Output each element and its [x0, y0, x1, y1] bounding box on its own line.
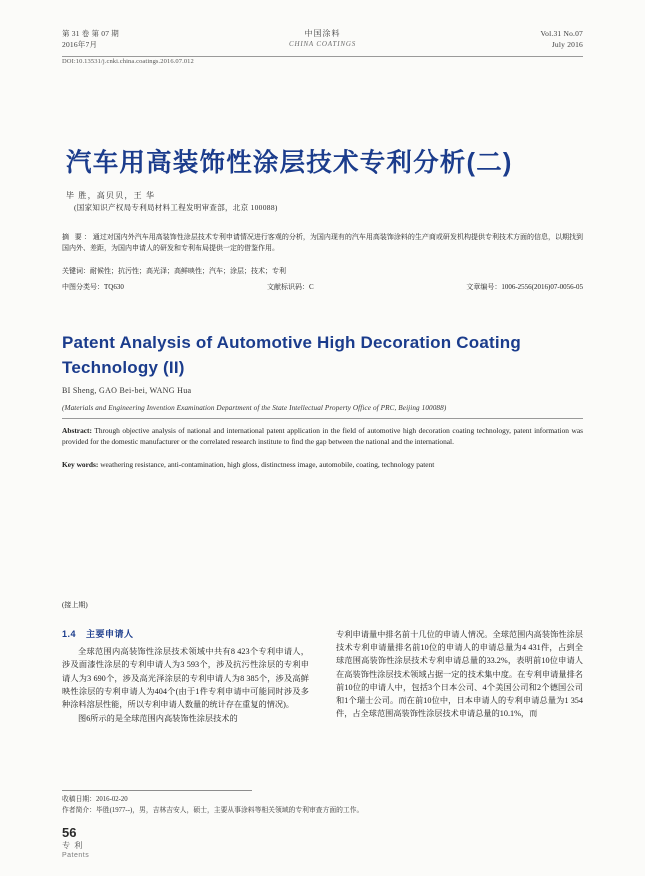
- abstract-divider: [62, 418, 583, 419]
- running-head-right: [541, 28, 583, 50]
- journal-name-cn: 中国涂料: [304, 29, 341, 38]
- doc-code-label: 文献标识码：: [267, 283, 309, 291]
- doc-code-value: C: [309, 283, 314, 291]
- article-id-value: 1006-2556(2016)07-0056-05: [501, 283, 583, 291]
- keywords-text-en: weathering resistance, anti-contamination, high gloss, distinctness image, automobile, coating, technology patent: [98, 460, 435, 469]
- continued-marker: (接上期): [62, 601, 88, 609]
- footnote-author-bio: 作者简介：毕胜(1977--)，男，吉林吉安人，硕士，主要从事涂料等相关领域的专利审查方面的工作。: [62, 807, 364, 814]
- abstract-en: [62, 426, 583, 448]
- body-columns: [62, 628, 583, 788]
- body-column-right: [336, 628, 583, 721]
- issue-date-en: July 2016: [551, 40, 583, 49]
- keywords-label-en: Key words:: [62, 460, 99, 469]
- footnotes: [62, 794, 583, 816]
- article-id-group: [466, 282, 583, 292]
- clc-value: TQ630: [104, 283, 124, 291]
- body-column-left: [62, 628, 309, 726]
- volume-issue-en: Vol.31 No.07: [540, 29, 583, 38]
- authors-en: BI Sheng, GAO Bei-bei, WANG Hua: [62, 386, 192, 395]
- page-number: 56: [62, 825, 77, 840]
- abstract-label-cn: 摘 要：: [62, 233, 93, 241]
- running-head-center: [289, 28, 356, 50]
- doi-line: DOI:10.13531/j.cnki.china.coatings.2016.07.012: [62, 58, 194, 65]
- folio-label-en: Patents: [62, 852, 90, 859]
- clc-label: 中图分类号：: [62, 283, 104, 291]
- page-title-en: Patent Analysis of Automotive High Decoration Coating Technology (II): [62, 333, 521, 377]
- authors-cn: 毕 胜，高贝贝，王 华: [66, 191, 156, 200]
- affiliation-en: (Materials and Engineering Invention Examination Department of the State Intellectual Property Office of PRC, Beijing 100088): [62, 404, 447, 412]
- paragraph: 专利申请量中排名前十几位的申请人情况。全球范围内高装饰性涂层技术专利申请量排名前10位的申请人的申请总量为4 431件，占到全球范围高装饰性涂层技术专利申请总量的33.2%，表明前10位申请人在高装饰性涂层技术领域占据一定的技术集中度。在专利申请量排名前10位的申请人中，包括3个日本公司、4个美国公司和2个德国公司和1个瑞士公司。而在前10位中，日本申请人的专利申请总量为1 354件，占全球范围高装饰性涂层技术申请总量的10.1%，而: [336, 630, 583, 719]
- keywords-text-cn: 耐候性；抗污性；高光泽；高鲜映性；汽车；涂层；技术；专利: [90, 267, 286, 275]
- header-divider: [62, 56, 583, 57]
- folio: [62, 826, 89, 860]
- keywords-en: [62, 460, 583, 471]
- paragraph: 图6所示的是全球范围内高装饰性涂层技术的: [78, 714, 238, 724]
- footnote-received-date: 收稿日期：2016-02-20: [62, 796, 128, 803]
- affiliation-cn: (国家知识产权局专利局材料工程发明审查部，北京 100088): [74, 203, 278, 212]
- clc-group: [62, 282, 124, 292]
- doc-code-group: [267, 282, 314, 292]
- section-heading: [62, 628, 309, 641]
- folio-label-cn: 专 利: [62, 841, 84, 850]
- page-title-cn: 汽车用高装饰性涂层技术专利分析(二): [66, 149, 513, 177]
- running-head-left: [62, 28, 119, 50]
- classification-line: [62, 282, 583, 294]
- abstract-label-en: Abstract:: [62, 426, 92, 435]
- keywords-label-cn: 关键词：: [62, 267, 90, 275]
- issue-date-cn: 2016年7月: [62, 40, 98, 49]
- abstract-text-cn: 通过对国内外汽车用高装饰性涂层技术专利申请情况进行客观的分析，为国内现有的汽车用高装饰涂料的生产商或研发机构提供专利技术方面的信息，以期找到国内外、差距，为国内申请人的研发和专利布局提供一定的借鉴作用。: [62, 233, 583, 252]
- journal-name-en: CHINA COATINGS: [288, 40, 357, 48]
- volume-issue: 第 31 卷 第 07 期: [62, 29, 119, 38]
- paragraph: 全球范围内高装饰性涂层技术领域中共有8 423个专利申请人，涉及面漆性涂层的专利申请人为3 593个，涉及抗污性涂层的专利申请人为3 690个，涉及高光泽涂层的专利申请人为8 385个，涉及高鲜映性涂层的专利申请人为404个(由于1件专利申请中可能同时涉及多种涂料溶层性能，所以专利申请人数量的统计存在重复的情况)。: [62, 647, 309, 710]
- section-title: 主要申请人: [86, 629, 134, 639]
- abstract-cn: [62, 232, 583, 254]
- abstract-text-en: Through objective analysis of national and international patent application in the field of automotive high decoration coating technology, patent information was provided for the domestic manufacturer or the correlated research institute to find the gap between the national and the international.: [62, 426, 583, 446]
- footnote-divider: [62, 790, 252, 791]
- section-number: 1.4: [62, 629, 77, 639]
- keywords-cn: [62, 266, 583, 277]
- article-id-label: 文章编号：: [466, 283, 502, 291]
